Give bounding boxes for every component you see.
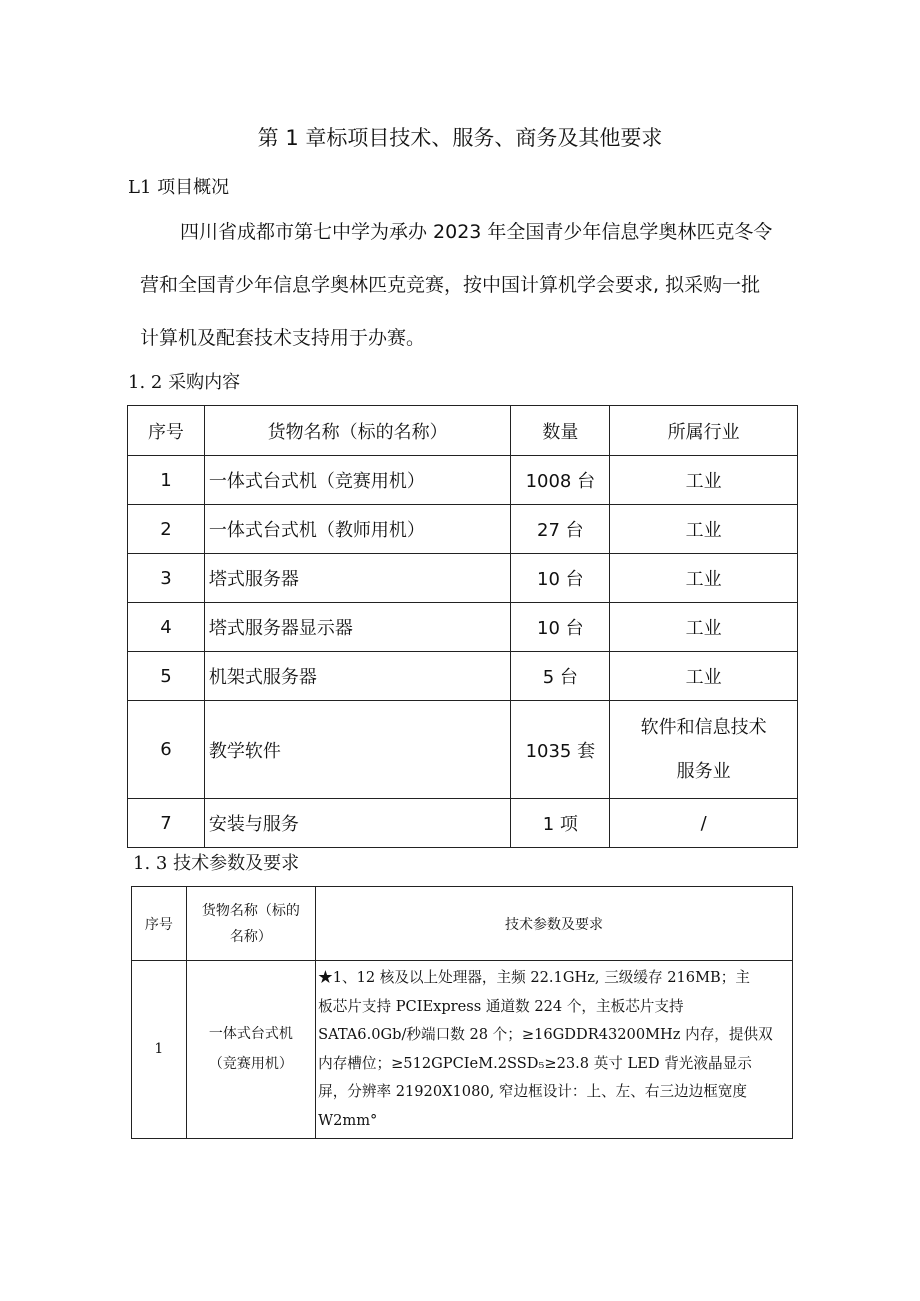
- goods-name: 机架式服务器: [204, 652, 511, 701]
- goods-name: 一体式台式机（竞赛用机）: [204, 456, 511, 505]
- row-number: 7: [128, 799, 205, 848]
- goods-name: 教学软件: [204, 701, 511, 799]
- spec-line: 板芯片支持 PCIExpress 通道数 224 个，主板芯片支持: [318, 997, 684, 1015]
- industry: /: [610, 799, 798, 848]
- header-cell: 序号: [132, 887, 187, 961]
- tech-spec-table: [131, 886, 793, 1139]
- procurement-table: [127, 405, 798, 848]
- overview-paragraph: [140, 206, 800, 365]
- goods-name: 安装与服务: [204, 799, 511, 848]
- table-header-row: [128, 406, 798, 456]
- goods-name: 塔式服务器: [204, 554, 511, 603]
- table-row: [128, 799, 798, 848]
- industry: 工业: [610, 554, 798, 603]
- industry-line: 软件和信息技术: [640, 716, 767, 738]
- row-number: 1: [132, 961, 187, 1139]
- header-cell: 技术参数及要求: [316, 887, 793, 961]
- row-number: 4: [128, 603, 205, 652]
- table-row: [128, 701, 798, 799]
- industry: 工业: [610, 603, 798, 652]
- header-cell: 数量: [511, 406, 610, 456]
- chapter-title: 第 1 章标项目技术、服务、商务及其他要求: [257, 126, 663, 150]
- section-1-2-heading: 1. 2 采购内容: [128, 372, 241, 393]
- row-number: 1: [128, 456, 205, 505]
- paragraph-line: 计算机及配套技术支持用于办赛。: [140, 327, 426, 349]
- table-row: [132, 961, 793, 1139]
- spec-text: [316, 961, 793, 1139]
- table-row: [128, 652, 798, 701]
- header-cell: 序号: [128, 406, 205, 456]
- header-line: 货物名称（标的: [201, 902, 300, 919]
- table-row: [128, 505, 798, 554]
- goods-name-line: 一体式台式机: [208, 1026, 293, 1043]
- header-line: 名称）: [229, 928, 272, 945]
- header-cell: [186, 887, 315, 961]
- industry: [610, 701, 798, 799]
- row-number: 2: [128, 505, 205, 554]
- quantity: 27 台: [511, 505, 610, 554]
- industry-line: 服务业: [676, 760, 731, 782]
- goods-name-line: （竞赛用机）: [208, 1056, 293, 1073]
- quantity: 1035 套: [511, 701, 610, 799]
- quantity: 1008 台: [511, 456, 610, 505]
- row-number: 3: [128, 554, 205, 603]
- quantity: 10 台: [511, 603, 610, 652]
- table-row: [128, 456, 798, 505]
- section-1-3-heading: 1. 3 技术参数及要求: [133, 853, 300, 874]
- table-header-row: [132, 887, 793, 961]
- header-cell: 所属行业: [610, 406, 798, 456]
- goods-name: 一体式台式机（教师用机）: [204, 505, 511, 554]
- paragraph-line: 营和全国青少年信息学奥林匹克竞赛，按中国计算机学会要求, 拟采购一批: [140, 274, 761, 296]
- spec-line: W2mm°: [318, 1111, 378, 1129]
- table-row: [128, 603, 798, 652]
- spec-line: 内存槽位；≥512GPCIeM.2SSD₅≥23.8 英寸 LED 背光液晶显示: [318, 1054, 752, 1072]
- spec-line: 屏，分辨率 21920X1080, 窄边框设计：上、左、右三边边框宽度: [318, 1083, 748, 1101]
- quantity: 10 台: [511, 554, 610, 603]
- quantity: 1 项: [511, 799, 610, 848]
- section-1-1-heading: L1 项目概况: [128, 177, 230, 198]
- table-row: [128, 554, 798, 603]
- quantity: 5 台: [511, 652, 610, 701]
- spec-line: ★1、12 核及以上处理器，主频 22.1GHz, 三级缓存 216MB；主: [318, 969, 750, 986]
- paragraph-line: 四川省成都市第七中学为承办 2023 年全国青少年信息学奥林匹克冬令: [180, 221, 773, 243]
- goods-name: 塔式服务器显示器: [204, 603, 511, 652]
- industry: 工业: [610, 652, 798, 701]
- row-number: 6: [128, 701, 205, 799]
- spec-line: SATA6.0Gb/秒端口数 28 个；≥16GDDR43200MHz 内存，提供双: [318, 1026, 773, 1044]
- goods-name: [186, 961, 315, 1139]
- header-cell: 货物名称（标的名称）: [204, 406, 511, 456]
- industry: 工业: [610, 456, 798, 505]
- row-number: 5: [128, 652, 205, 701]
- industry: 工业: [610, 505, 798, 554]
